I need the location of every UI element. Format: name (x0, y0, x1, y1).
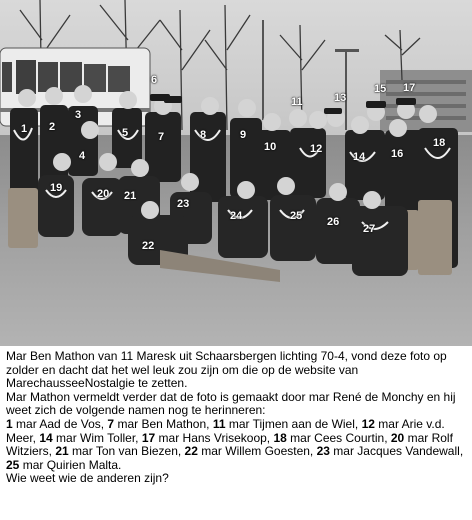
photo-number-6: 6 (151, 74, 158, 86)
name-number: 17 (141, 430, 156, 445)
photo-number-11: 11 (291, 96, 303, 108)
photo-number-17: 17 (403, 82, 416, 94)
photo-number-9: 9 (240, 129, 247, 141)
photo-number-21: 21 (124, 190, 137, 202)
name-entry (55, 444, 184, 458)
name-number: 20 (390, 430, 405, 445)
name-text: mar Wim Toller, (52, 430, 142, 445)
photo-number-19: 19 (50, 182, 63, 194)
name-number: 7 (107, 416, 115, 431)
name-text: mar Jacques Vandewall, (329, 444, 464, 459)
name-text: mar Tijmen aan de Wiel, (225, 416, 362, 431)
name-number: 22 (184, 444, 198, 459)
photo-number-23: 23 (177, 198, 190, 210)
name-number: 12 (361, 416, 375, 431)
photo-number-12: 12 (310, 143, 323, 155)
name-entry (213, 417, 362, 431)
name-entry (185, 444, 317, 458)
photo-number-22: 22 (142, 240, 155, 252)
name-number: 23 (316, 444, 330, 459)
photo-number-15: 15 (374, 83, 387, 95)
photo-number-26: 26 (327, 216, 340, 228)
photo-number-24: 24 (230, 210, 243, 222)
name-entry (6, 458, 121, 472)
photo-number-4: 4 (79, 150, 86, 162)
name-entry (107, 417, 212, 431)
name-text: mar Cees Courtin, (286, 430, 391, 445)
name-text: mar Rolf Witziers, (6, 430, 453, 459)
name-text: mar Quirien Malta. (19, 457, 122, 472)
photo-number-7: 7 (158, 131, 165, 143)
photo-number-25: 25 (290, 210, 303, 222)
name-text: mar Hans Vrisekoop, (155, 430, 274, 445)
photo-number-10: 10 (264, 141, 277, 153)
photo-number-8: 8 (200, 129, 207, 141)
photo-number-5: 5 (122, 127, 129, 139)
name-number: 18 (273, 430, 287, 445)
name-text: mar Ton van Biezen, (68, 444, 185, 459)
name-text: mar Aad de Vos, (12, 416, 108, 431)
photo-number-27: 27 (363, 223, 376, 235)
name-text: mar Arie v.d. Meer, (6, 416, 445, 445)
photo-number-2: 2 (49, 121, 56, 133)
photo-number-3: 3 (75, 109, 82, 121)
name-text: mar Ben Mathon, (114, 416, 213, 431)
name-text: mar Willem Goesten, (197, 444, 317, 459)
photo-number-20: 20 (97, 188, 110, 200)
name-number: 21 (55, 444, 69, 459)
photo-caption (6, 350, 468, 486)
photo-number-16: 16 (391, 148, 404, 160)
name-number: 1 (6, 416, 13, 431)
name-number: 11 (212, 416, 226, 431)
caption-intro-1: Mar Ben Mathon van 11 Maresk uit Schaarsbergen lichting 70-4, vond deze foto op zolder en dacht dat het wel leuk zou zijn om die op de website van MarechausseeNostalgie te zetten. (6, 349, 447, 391)
photo-number-14: 14 (353, 151, 366, 163)
name-entry (142, 431, 274, 445)
caption-names (6, 418, 468, 472)
name-number: 25 (6, 457, 20, 472)
caption-intro-2: Mar Mathon vermeldt verder dat de foto is gemaakt door mar René de Monchy en hij weet zich de volgende namen nog te herinneren: (6, 389, 456, 418)
name-entry (317, 444, 464, 458)
name-entry (6, 417, 107, 431)
photo-number-1: 1 (21, 123, 28, 135)
photo-number-18: 18 (433, 137, 446, 149)
photo-number-13: 13 (334, 92, 347, 104)
name-number: 14 (39, 430, 53, 445)
name-entry (39, 431, 141, 445)
name-entry (273, 431, 390, 445)
caption-question: Wie weet wie de anderen zijn? (6, 471, 169, 486)
